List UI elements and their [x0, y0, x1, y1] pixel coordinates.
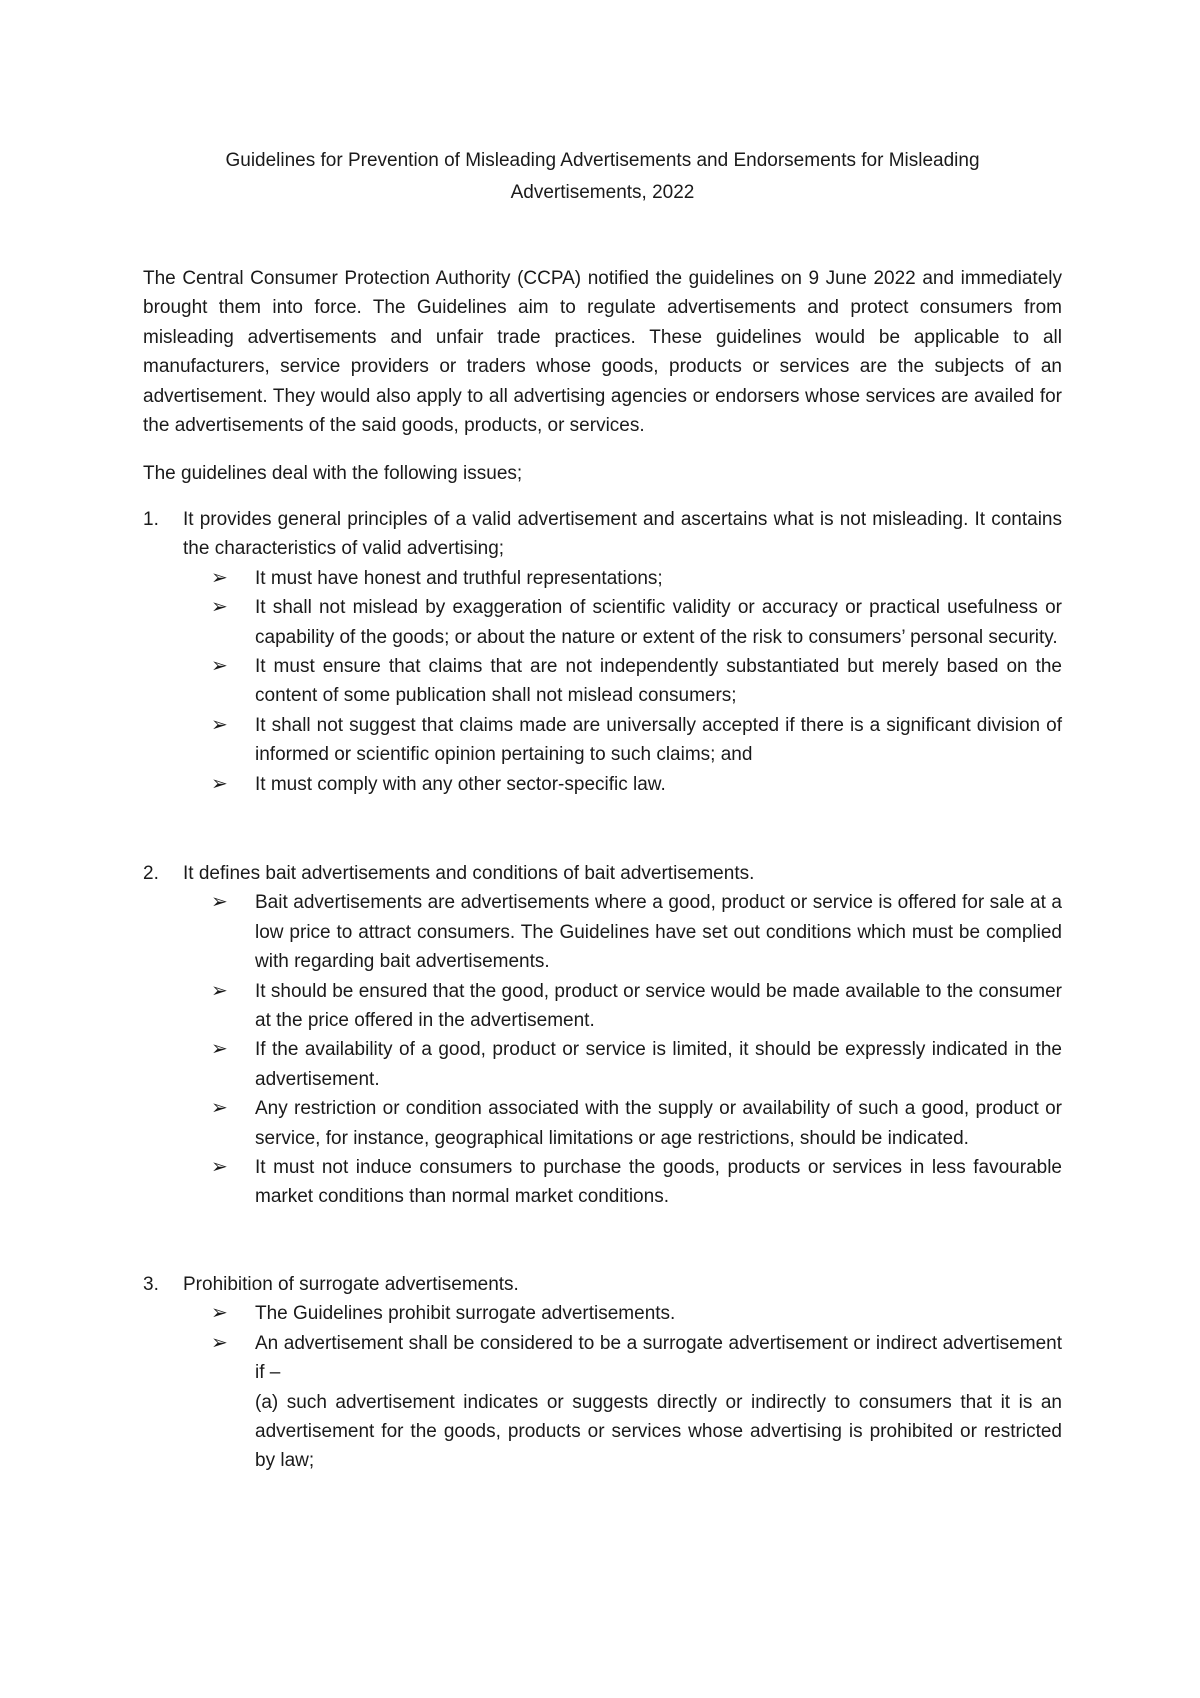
arrowhead-bullet-icon: ➢ [211, 596, 228, 619]
section-number: 3. [143, 1274, 159, 1295]
section-number: 2. [143, 863, 159, 884]
bullet-text: It must not induce consumers to purchase the goods, products or services in less favourable market conditions than normal market conditions. [255, 1157, 1062, 1208]
list-item [143, 1329, 1062, 1476]
arrowhead-bullet-icon: ➢ [211, 713, 228, 736]
section-heading-text: Prohibition of surrogate advertisements. [183, 1274, 519, 1295]
arrowhead-bullet-icon: ➢ [211, 1097, 228, 1120]
issues-intro-block [143, 459, 1062, 488]
document-title [143, 145, 1062, 209]
arrowhead-bullet-icon: ➢ [211, 1331, 228, 1354]
bullet-list [143, 888, 1062, 1211]
section-heading [143, 859, 1062, 888]
arrowhead-bullet-icon: ➢ [211, 1156, 228, 1179]
sub-clause-a: (a) such advertisement indicates or suggests directly or indirectly to consumers that it is an advertisement for the goods, products or services whose advertising is prohibited or restricted by law; [255, 1391, 1062, 1472]
list-item [143, 1035, 1062, 1094]
bullet-text: Any restriction or condition associated with the supply or availability of such a good, product or service, for instance, geographical limitations or age restrictions, should be indicated. [255, 1098, 1062, 1149]
section-1 [143, 505, 1062, 799]
list-item [143, 593, 1062, 652]
title-line-1: Guidelines for Prevention of Misleading Advertisements and Endorsements for Misleading [225, 150, 980, 171]
bullet-text: It should be ensured that the good, product or service would be made available to the consumer at the price offered in the advertisement. [255, 980, 1062, 1032]
list-item [143, 564, 1062, 593]
bullet-text: If the availability of a good, product or service is limited, it should be expressly indicated in the advertisement. [255, 1039, 1062, 1090]
intro-paragraph-block [143, 264, 1062, 440]
title-line-2: Advertisements, 2022 [510, 182, 695, 203]
section-heading [143, 1270, 1062, 1299]
list-item [143, 1153, 1062, 1212]
list-item [143, 1299, 1062, 1328]
section-heading-text: It defines bait advertisements and conditions of bait advertisements. [183, 863, 755, 884]
section-heading-text: It provides general principles of a valid advertisement and ascertains what is not misleading. It contains the characteristics of valid advertising; [183, 509, 1062, 560]
bullet-text: Bait advertisements are advertisements where a good, product or service is offered for sale at a low price to attract consumers. The Guidelines have set out conditions which must be complied with regarding bait advertisements. [255, 892, 1062, 973]
list-item [143, 770, 1062, 799]
arrowhead-bullet-icon: ➢ [211, 772, 228, 795]
section-number: 1. [143, 509, 159, 530]
list-item [143, 711, 1062, 770]
section-2 [143, 859, 1062, 1212]
bullet-list [143, 564, 1062, 799]
list-item [143, 977, 1062, 1036]
arrowhead-bullet-icon: ➢ [211, 979, 228, 1002]
arrowhead-bullet-icon: ➢ [211, 655, 228, 678]
section-3 [143, 1270, 1062, 1476]
list-item [143, 652, 1062, 711]
arrowhead-bullet-icon: ➢ [211, 566, 228, 589]
bullet-text: It must comply with any other sector-specific law. [255, 773, 666, 795]
list-item [143, 1094, 1062, 1153]
arrowhead-bullet-icon: ➢ [211, 1038, 228, 1061]
intro-paragraph: The Central Consumer Protection Authority (CCPA) notified the guidelines on 9 June 2022 and immediately brought them into force. The Guidelines aim to regulate advertisements and protect consumers from misleading advertisements and unfair trade practices. These guidelines would be applicable to all manufacturers, service providers or traders whose goods, products or services are the subjects of an advertisement. They would also apply to all advertising agencies or endorsers whose services are availed for the advertisements of the said goods, products, or services. [143, 268, 1062, 437]
bullet-text: The Guidelines prohibit surrogate advertisements. [255, 1303, 676, 1325]
bullet-list [143, 1299, 1062, 1475]
bullet-text: It must have honest and truthful representations; [255, 567, 663, 589]
list-item [143, 888, 1062, 976]
section-heading [143, 505, 1062, 564]
issues-intro: The guidelines deal with the following issues; [143, 463, 523, 484]
arrowhead-bullet-icon: ➢ [211, 891, 228, 914]
bullet-text: It must ensure that claims that are not independently substantiated but merely based on the content of some publication shall not mislead consumers; [255, 656, 1062, 707]
arrowhead-bullet-icon: ➢ [211, 1302, 228, 1325]
bullet-text: An advertisement shall be considered to be a surrogate advertisement or indirect advertisement if – [255, 1332, 1062, 1384]
bullet-text: It shall not suggest that claims made are universally accepted if there is a significant division of informed or scientific opinion pertaining to such claims; and [255, 714, 1062, 766]
bullet-text: It shall not mislead by exaggeration of scientific validity or accuracy or practical usefulness or capability of the goods; or about the nature or extent of the risk to consumers’ personal security. [255, 597, 1062, 648]
